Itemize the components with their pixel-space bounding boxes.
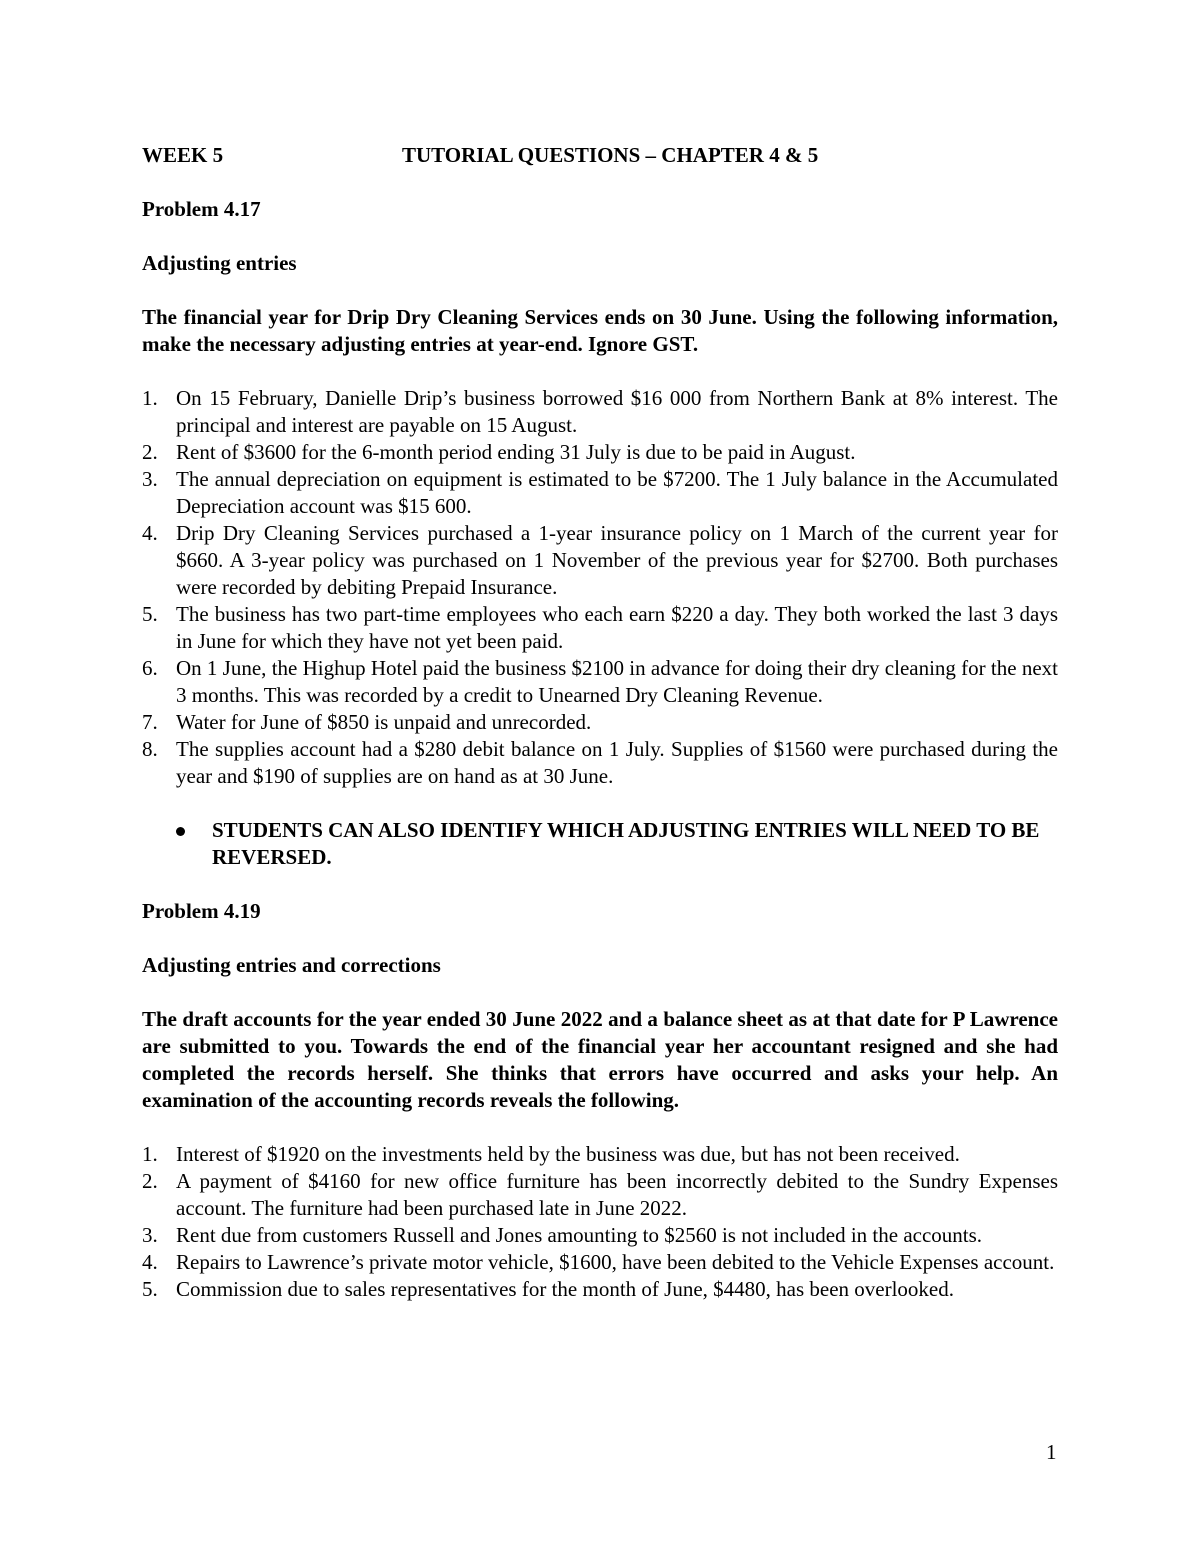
item-text: The supplies account had a $280 debit balance on 1 July. Supplies of $1560 were purchased during the year and $190 of supplies are on hand as at 30 June. <box>176 737 1058 788</box>
item-text: Commission due to sales representatives for the month of June, $4480, has been overlooked. <box>176 1277 955 1301</box>
list-item <box>142 1141 1058 1168</box>
list-item <box>142 655 1058 709</box>
document-header <box>142 142 1058 169</box>
page-number: 1 <box>1046 1440 1057 1464</box>
list-item <box>142 520 1058 601</box>
list-item <box>142 736 1058 790</box>
list-item <box>142 1276 1058 1303</box>
item-number: 1. <box>142 386 158 410</box>
item-text: The annual depreciation on equipment is estimated to be $7200. The 1 July balance in the Accumulated Depreciation account was $15 600. <box>176 467 1058 518</box>
problem-4-19-list <box>142 1141 1058 1303</box>
item-number: 1. <box>142 1142 158 1166</box>
document-title: TUTORIAL QUESTIONS – CHAPTER 4 & 5 <box>402 143 819 167</box>
page-content <box>142 142 1058 1303</box>
item-text: Rent of $3600 for the 6-month period ending 31 July is due to be paid in August. <box>176 440 856 464</box>
item-text: Rent due from customers Russell and Jones amounting to $2560 is not included in the accounts. <box>176 1223 983 1247</box>
item-text: Repairs to Lawrence’s private motor vehicle, $1600, have been debited to the Vehicle Expenses account. <box>176 1250 1055 1274</box>
list-item <box>142 601 1058 655</box>
reversal-note-text: STUDENTS CAN ALSO IDENTIFY WHICH ADJUSTING ENTRIES WILL NEED TO BE REVERSED. <box>212 818 1040 869</box>
problem-4-17-intro: The financial year for Drip Dry Cleaning Services ends on 30 June. Using the following information, make the necessary adjusting entries at year-end. Ignore GST. <box>142 305 1058 356</box>
list-item <box>142 709 1058 736</box>
list-item <box>142 439 1058 466</box>
problem-4-17-subheading: Adjusting entries <box>142 251 297 275</box>
bullet-icon <box>176 827 185 836</box>
item-number: 3. <box>142 467 158 491</box>
item-text: On 1 June, the Highup Hotel paid the business $2100 in advance for doing their dry cleaning for the next 3 months. This was recorded by a credit to Unearned Dry Cleaning Revenue. <box>176 656 1058 707</box>
problem-4-17-list <box>142 385 1058 790</box>
list-item <box>142 1168 1058 1222</box>
item-number: 5. <box>142 1277 158 1301</box>
item-number: 4. <box>142 521 158 545</box>
week-label: WEEK 5 <box>142 143 224 167</box>
item-number: 2. <box>142 1169 158 1193</box>
item-number: 8. <box>142 737 158 761</box>
list-item <box>142 1249 1058 1276</box>
item-number: 6. <box>142 656 158 680</box>
item-number: 3. <box>142 1223 158 1247</box>
list-item <box>142 466 1058 520</box>
item-text: The business has two part-time employees who each earn $220 a day. They both worked the last 3 days in June for which they have not yet been paid. <box>176 602 1058 653</box>
item-text: Drip Dry Cleaning Services purchased a 1-year insurance policy on 1 March of the current year for $660. A 3-year policy was purchased on 1 November of the previous year for $2700. Both purchases were recorded by debiting Prepaid Insurance. <box>176 521 1058 599</box>
problem-4-17-heading: Problem 4.17 <box>142 197 261 221</box>
item-text: On 15 February, Danielle Drip’s business borrowed $16 000 from Northern Bank at 8% interest. The principal and interest are payable on 15 August. <box>176 386 1058 437</box>
problem-4-19-subheading: Adjusting entries and corrections <box>142 953 441 977</box>
item-text: Interest of $1920 on the investments held by the business was due, but has not been received. <box>176 1142 960 1166</box>
list-item <box>142 385 1058 439</box>
item-number: 2. <box>142 440 158 464</box>
item-text: Water for June of $850 is unpaid and unrecorded. <box>176 710 592 734</box>
problem-4-19-heading: Problem 4.19 <box>142 899 261 923</box>
item-text: A payment of $4160 for new office furniture has been incorrectly debited to the Sundry Expenses account. The furniture had been purchased late in June 2022. <box>176 1169 1058 1220</box>
item-number: 4. <box>142 1250 158 1274</box>
reversal-note <box>142 817 1058 871</box>
item-number: 5. <box>142 602 158 626</box>
item-number: 7. <box>142 710 158 734</box>
list-item <box>142 1222 1058 1249</box>
problem-4-19-intro: The draft accounts for the year ended 30 June 2022 and a balance sheet as at that date for P Lawrence are submitted to you. Towards the end of the financial year her accountant resigned and she had completed the records herself. She thinks that errors have occurred and asks your help. An examination of the accounting records reveals the following. <box>142 1007 1058 1112</box>
